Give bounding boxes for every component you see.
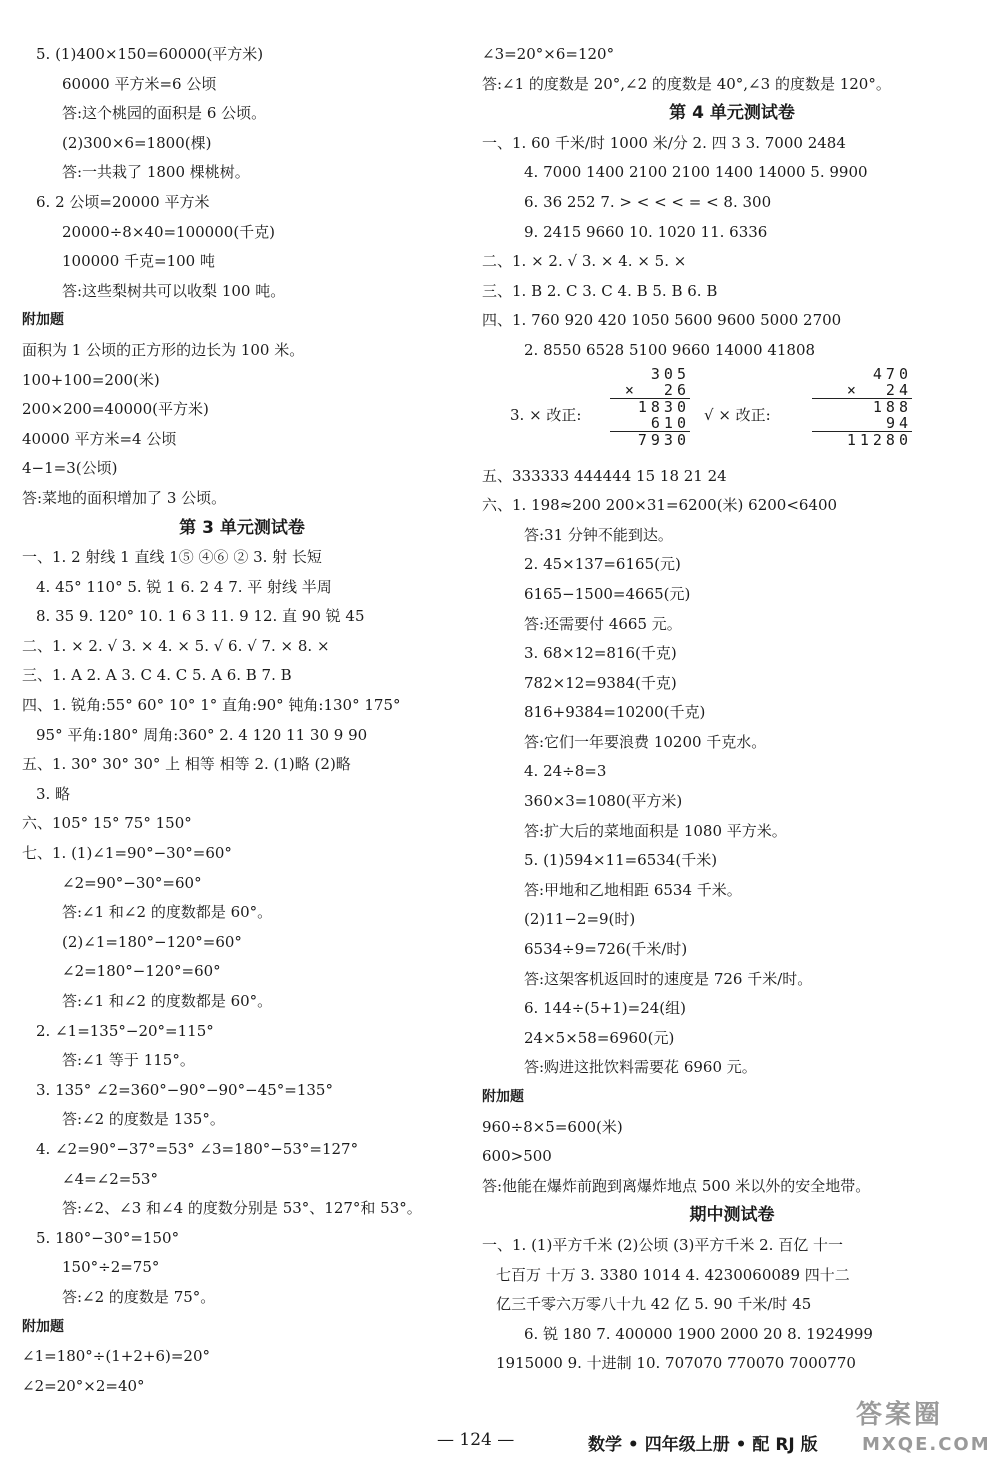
answer-line: 答:购进这批饮料需要花 6960 元。 <box>524 1058 757 1077</box>
section-title: 第 4 单元测试卷 <box>669 103 795 124</box>
answer-line: 100+100=200(米) <box>22 370 160 389</box>
answer-line: 20000÷8×40=100000(千克) <box>62 222 276 241</box>
answer-line: 4. 45° 110° 5. 锐 1 6. 2 4 7. 平 射线 半周 <box>36 577 332 596</box>
answer-line: ∠4=∠2=53° <box>62 1169 158 1188</box>
answer-line: 3. 135° ∠2=360°−90°−90°−45°=135° <box>36 1080 333 1099</box>
answer-line: 五、1. 30° 30° 30° 上 相等 相等 2. (1)略 (2)略 <box>22 755 351 774</box>
answer-line: 七、1. (1)∠1=90°−30°=60° <box>22 844 232 863</box>
answer-line: 6. 144÷(5+1)=24(组) <box>524 999 686 1018</box>
answer-line: (2)300×6=1800(棵) <box>62 133 212 152</box>
right-column <box>482 40 982 1379</box>
answer-line: 七百万 十万 3. 3380 1014 4. 4230060089 四十二 <box>496 1265 850 1284</box>
page-footer <box>0 1430 1000 1460</box>
answer-line: 6165−1500=4665(元) <box>524 584 691 603</box>
answer-line: 2. 8550 6528 5100 9660 14000 41808 <box>524 340 816 359</box>
calc-line: 1830 <box>637 397 690 416</box>
answer-line: ∠3=20°×6=120° <box>482 45 615 63</box>
answer-line: 亿三千零六万零八十九 42 亿 5. 90 千米/时 45 <box>496 1295 812 1314</box>
answer-line: 五、333333 444444 15 18 21 24 <box>482 466 727 485</box>
answer-line: 四、1. 锐角:55° 60° 10° 1° 直角:90° 钝角:130° 175° <box>22 696 401 715</box>
answer-line: 4. 7000 1400 2100 2100 1400 14000 5. 9900 <box>524 163 868 182</box>
answer-line: 答:这架客机返回时的速度是 726 千米/时。 <box>524 969 813 988</box>
section-title: 第 3 单元测试卷 <box>179 517 305 538</box>
calc-line: 188 <box>872 397 912 416</box>
answer-line: 4. ∠2=90°−37°=53° ∠3=180°−53°=127° <box>36 1139 359 1158</box>
book-title: 数学 • 四年级上册 • 配 RJ 版 <box>588 1435 818 1455</box>
answer-line: 答:∠1 等于 115°。 <box>62 1051 195 1070</box>
answer-line: 答:∠1 和∠2 的度数都是 60°。 <box>62 903 273 922</box>
answer-line: (2)11−2=9(时) <box>524 910 636 929</box>
answer-line: 答:∠2 的度数是 75°。 <box>62 1287 216 1306</box>
watermark-top: 答案圈 <box>856 1400 944 1430</box>
section-heading: 附加题 <box>22 1318 64 1335</box>
calc-line: 610 <box>610 415 690 432</box>
watermark-logo <box>852 1388 991 1468</box>
answer-line: 4. 24÷8=3 <box>524 762 607 781</box>
answer-line: 100000 千克=100 吨 <box>62 252 215 271</box>
answer-line: 60000 平方米=6 公顷 <box>62 74 217 93</box>
calc-line: 94 <box>812 415 912 432</box>
answer-line: 答:一共栽了 1800 棵桃树。 <box>62 163 250 182</box>
calc-row <box>482 366 982 462</box>
answer-line: 答:∠1 的度数是 20°,∠2 的度数是 40°,∠3 的度数是 120°。 <box>482 74 891 93</box>
answer-line: 5. 180°−30°=150° <box>36 1228 180 1247</box>
answer-line: 200×200=40000(平方米) <box>22 400 209 419</box>
section-heading: 附加题 <box>22 312 64 329</box>
answer-line: 782×12=9384(千克) <box>524 673 677 692</box>
answer-line: 600>500 <box>482 1147 552 1166</box>
answer-line: ∠1=180°÷(1+2+6)=20° <box>22 1347 211 1366</box>
answer-line: 3. 68×12=816(千克) <box>524 644 677 663</box>
answer-line: 面积为 1 公顷的正方形的边长为 100 米。 <box>22 340 305 359</box>
answer-line: 一、1. 2 射线 1 直线 1⑤ ④⑥ ② 3. 射 长短 <box>22 548 322 567</box>
answer-line: 答:它们一年要浪费 10200 千克水。 <box>524 732 767 751</box>
calc-line: × 26 <box>610 382 690 399</box>
answer-line: 960÷8×5=600(米) <box>482 1117 623 1136</box>
answer-line: 二、1. × 2. √ 3. × 4. × 5. × <box>482 252 687 271</box>
answer-line: 40000 平方米=4 公顷 <box>22 429 177 448</box>
answer-line: 二、1. × 2. √ 3. × 4. × 5. √ 6. √ 7. × 8. × <box>22 636 330 655</box>
answer-line: 3. 略 <box>36 784 71 803</box>
answer-line: 2. 45×137=6165(元) <box>524 555 681 574</box>
answer-line: 2. ∠1=135°−20°=115° <box>36 1021 214 1040</box>
correction-label-2: √ × 改正: <box>704 405 771 424</box>
answer-line: ∠2=90°−30°=60° <box>62 873 202 892</box>
answer-line: 一、1. 60 千米/时 1000 米/分 2. 四 3 3. 7000 2484 <box>482 133 846 152</box>
answer-line: 答:他能在爆炸前跑到离爆炸地点 500 米以外的安全地带。 <box>482 1176 871 1195</box>
answer-line: 六、1. 198≈200 200×31=6200(米) 6200<6400 <box>482 496 838 515</box>
answer-line: 6. 锐 180 7. 400000 1900 2000 20 8. 1924999 <box>524 1324 873 1343</box>
answer-line: ∠2=20°×2=40° <box>22 1376 145 1395</box>
calc-line: × 24 <box>812 382 912 399</box>
answer-line: 答:还需要付 4665 元。 <box>524 614 682 633</box>
answer-line: 95° 平角:180° 周角:360° 2. 4 120 11 30 9 90 <box>36 725 368 744</box>
section-title: 期中测试卷 <box>689 1205 775 1226</box>
section-heading: 附加题 <box>482 1089 524 1105</box>
answer-line: 9. 2415 9660 10. 1020 11. 6336 <box>524 222 768 241</box>
answer-line: 816+9384=10200(千克) <box>524 703 706 722</box>
answer-line: 24×5×58=6960(元) <box>524 1028 675 1047</box>
answer-line: 答:31 分钟不能到达。 <box>524 525 673 544</box>
calc-line: 305 <box>650 364 690 383</box>
calc-line: 470 <box>872 364 912 383</box>
answer-line: 答:菜地的面积增加了 3 公顷。 <box>22 488 227 507</box>
answer-line: 4−1=3(公顷) <box>22 459 118 478</box>
answer-line: 答:∠2、∠3 和∠4 的度数分别是 53°、127°和 53°。 <box>62 1199 422 1218</box>
answer-line: 一、1. (1)平方千米 (2)公顷 (3)平方千米 2. 百亿 十一 <box>482 1235 843 1254</box>
answer-line: 四、1. 760 920 420 1050 5600 9600 5000 2700 <box>482 311 842 330</box>
page-number: — 124 — <box>437 1430 515 1450</box>
answer-line: 答:这些梨树共可以收梨 100 吨。 <box>62 281 286 300</box>
vertical-multiplication <box>812 366 912 448</box>
answer-line: 答:∠2 的度数是 135°。 <box>62 1110 225 1129</box>
answer-line: 6. 36 252 7. > < < < = < 8. 300 <box>524 192 772 211</box>
answer-line: 三、1. A 2. A 3. C 4. C 5. A 6. B 7. B <box>22 666 292 685</box>
vertical-multiplication <box>610 366 690 448</box>
calc-line: 11280 <box>846 430 912 449</box>
answer-line: ∠2=180°−120°=60° <box>62 962 221 981</box>
answer-line: 5. (1)594×11=6534(千米) <box>524 851 718 870</box>
answer-line: 6. 2 公顷=20000 平方米 <box>36 192 210 211</box>
left-column <box>22 40 462 1401</box>
answer-line: 150°÷2=75° <box>62 1258 160 1277</box>
watermark-bottom: MXQE.COM <box>862 1434 991 1455</box>
answer-line: 答:甲地和乙地相距 6534 千米。 <box>524 880 742 899</box>
answer-line: 三、1. B 2. C 3. C 4. B 5. B 6. B <box>482 281 718 300</box>
answer-line: 6534÷9=726(千米/时) <box>524 940 688 959</box>
answer-line: 答:这个桃园的面积是 6 公顷。 <box>62 104 267 123</box>
answer-line: 答:扩大后的菜地面积是 1080 平方米。 <box>524 821 787 840</box>
answer-line: (2)∠1=180°−120°=60° <box>62 932 242 951</box>
correction-label: 3. × 改正: <box>510 405 582 424</box>
answer-line: 360×3=1080(平方米) <box>524 792 683 811</box>
answer-line: 六、105° 15° 75° 150° <box>22 814 192 833</box>
calc-line: 7930 <box>637 430 690 449</box>
answer-line: 答:∠1 和∠2 的度数都是 60°。 <box>62 992 273 1010</box>
answer-line: 5. (1)400×150=60000(平方米) <box>36 45 264 63</box>
answer-line: 1915000 9. 十进制 10. 707070 770070 7000770 <box>496 1354 856 1373</box>
answer-line: 8. 35 9. 120° 10. 1 6 3 11. 9 12. 直 90 锐 45 <box>36 607 365 626</box>
